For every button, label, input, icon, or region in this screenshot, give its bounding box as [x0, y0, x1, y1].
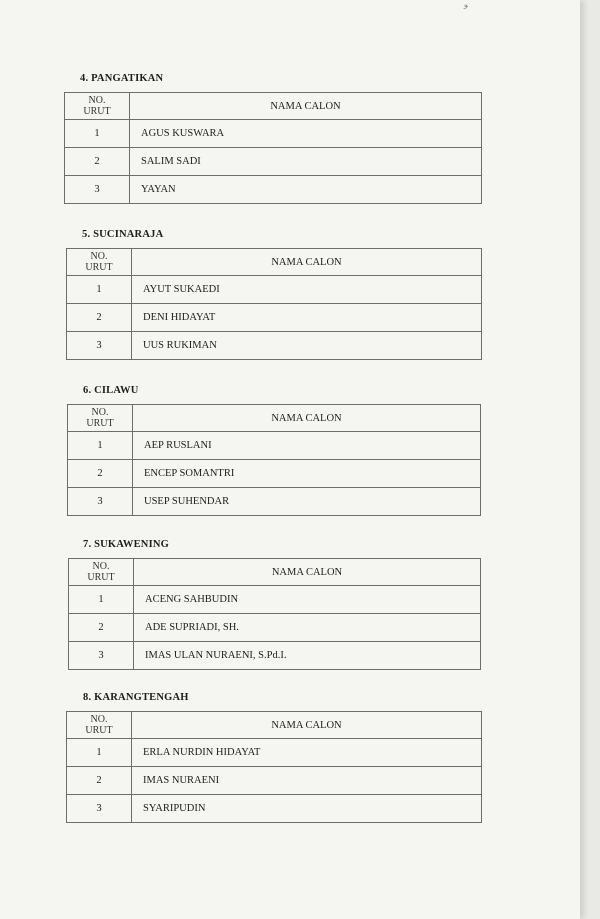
table-header-row	[67, 249, 482, 276]
header-nama-calon: NAMA CALON	[130, 93, 482, 120]
candidate-name: DENI HIDAYAT	[132, 304, 482, 332]
row-number: 3	[65, 176, 130, 204]
table-row	[67, 767, 482, 795]
candidate-table	[67, 404, 481, 516]
table-row	[67, 739, 482, 767]
table-row	[68, 460, 481, 488]
header-nama-calon: NAMA CALON	[134, 559, 481, 586]
table-row	[65, 120, 482, 148]
candidate-table	[68, 558, 481, 670]
section-title: 7. SUKAWENING	[83, 539, 170, 550]
candidate-name: ERLA NURDIN HIDAYAT	[132, 739, 482, 767]
row-number: 3	[68, 488, 133, 516]
row-number: 2	[65, 148, 130, 176]
candidate-name: SYARIPUDIN	[132, 795, 482, 823]
row-number: 2	[68, 460, 133, 488]
row-number: 1	[67, 739, 132, 767]
section-title: 5. SUCINARAJA	[82, 229, 164, 240]
header-no-urut: NO. URUT	[69, 559, 134, 586]
table-header-row	[69, 559, 481, 586]
section-title: 4. PANGATIKAN	[80, 73, 164, 84]
page-mark: ﻮ	[463, 0, 468, 9]
header-nama-calon: NAMA CALON	[133, 405, 481, 432]
header-no-urut: NO. URUT	[67, 712, 132, 739]
candidate-name: SALIM SADI	[130, 148, 482, 176]
row-number: 2	[67, 767, 132, 795]
candidate-name: ENCEP SOMANTRI	[133, 460, 481, 488]
table-row	[67, 276, 482, 304]
header-no-urut: NO. URUT	[65, 93, 130, 120]
row-number: 3	[67, 332, 132, 360]
table-row	[69, 586, 481, 614]
table-row	[67, 332, 482, 360]
candidate-name: AGUS KUSWARA	[130, 120, 482, 148]
table-row	[67, 795, 482, 823]
row-number: 2	[67, 304, 132, 332]
row-number: 3	[67, 795, 132, 823]
candidate-name: IMAS ULAN NURAENI, S.Pd.I.	[134, 642, 481, 670]
candidate-name: AYUT SUKAEDI	[132, 276, 482, 304]
section-title: 6. CILAWU	[83, 385, 139, 396]
candidate-table	[64, 92, 482, 204]
candidate-name: USEP SUHENDAR	[133, 488, 481, 516]
table-row	[68, 432, 481, 460]
row-number: 1	[65, 120, 130, 148]
candidate-name: ADE SUPRIADI, SH.	[134, 614, 481, 642]
table-row	[69, 614, 481, 642]
table-row	[65, 148, 482, 176]
candidate-table	[66, 248, 482, 360]
header-no-urut: NO. URUT	[68, 405, 133, 432]
row-number: 1	[67, 276, 132, 304]
table-row	[67, 304, 482, 332]
candidate-table	[66, 711, 482, 823]
candidate-name: AEP RUSLANI	[133, 432, 481, 460]
row-number: 2	[69, 614, 134, 642]
candidate-name: IMAS NURAENI	[132, 767, 482, 795]
table-header-row	[65, 93, 482, 120]
header-nama-calon: NAMA CALON	[132, 712, 482, 739]
table-header-row	[67, 712, 482, 739]
row-number: 1	[69, 586, 134, 614]
candidate-name: YAYAN	[130, 176, 482, 204]
table-row	[69, 642, 481, 670]
candidate-name: UUS RUKIMAN	[132, 332, 482, 360]
table-header-row	[68, 405, 481, 432]
candidate-name: ACENG SAHBUDIN	[134, 586, 481, 614]
header-no-urut: NO. URUT	[67, 249, 132, 276]
table-row	[68, 488, 481, 516]
section-title: 8. KARANGTENGAH	[83, 692, 189, 703]
header-nama-calon: NAMA CALON	[132, 249, 482, 276]
table-row	[65, 176, 482, 204]
row-number: 1	[68, 432, 133, 460]
row-number: 3	[69, 642, 134, 670]
